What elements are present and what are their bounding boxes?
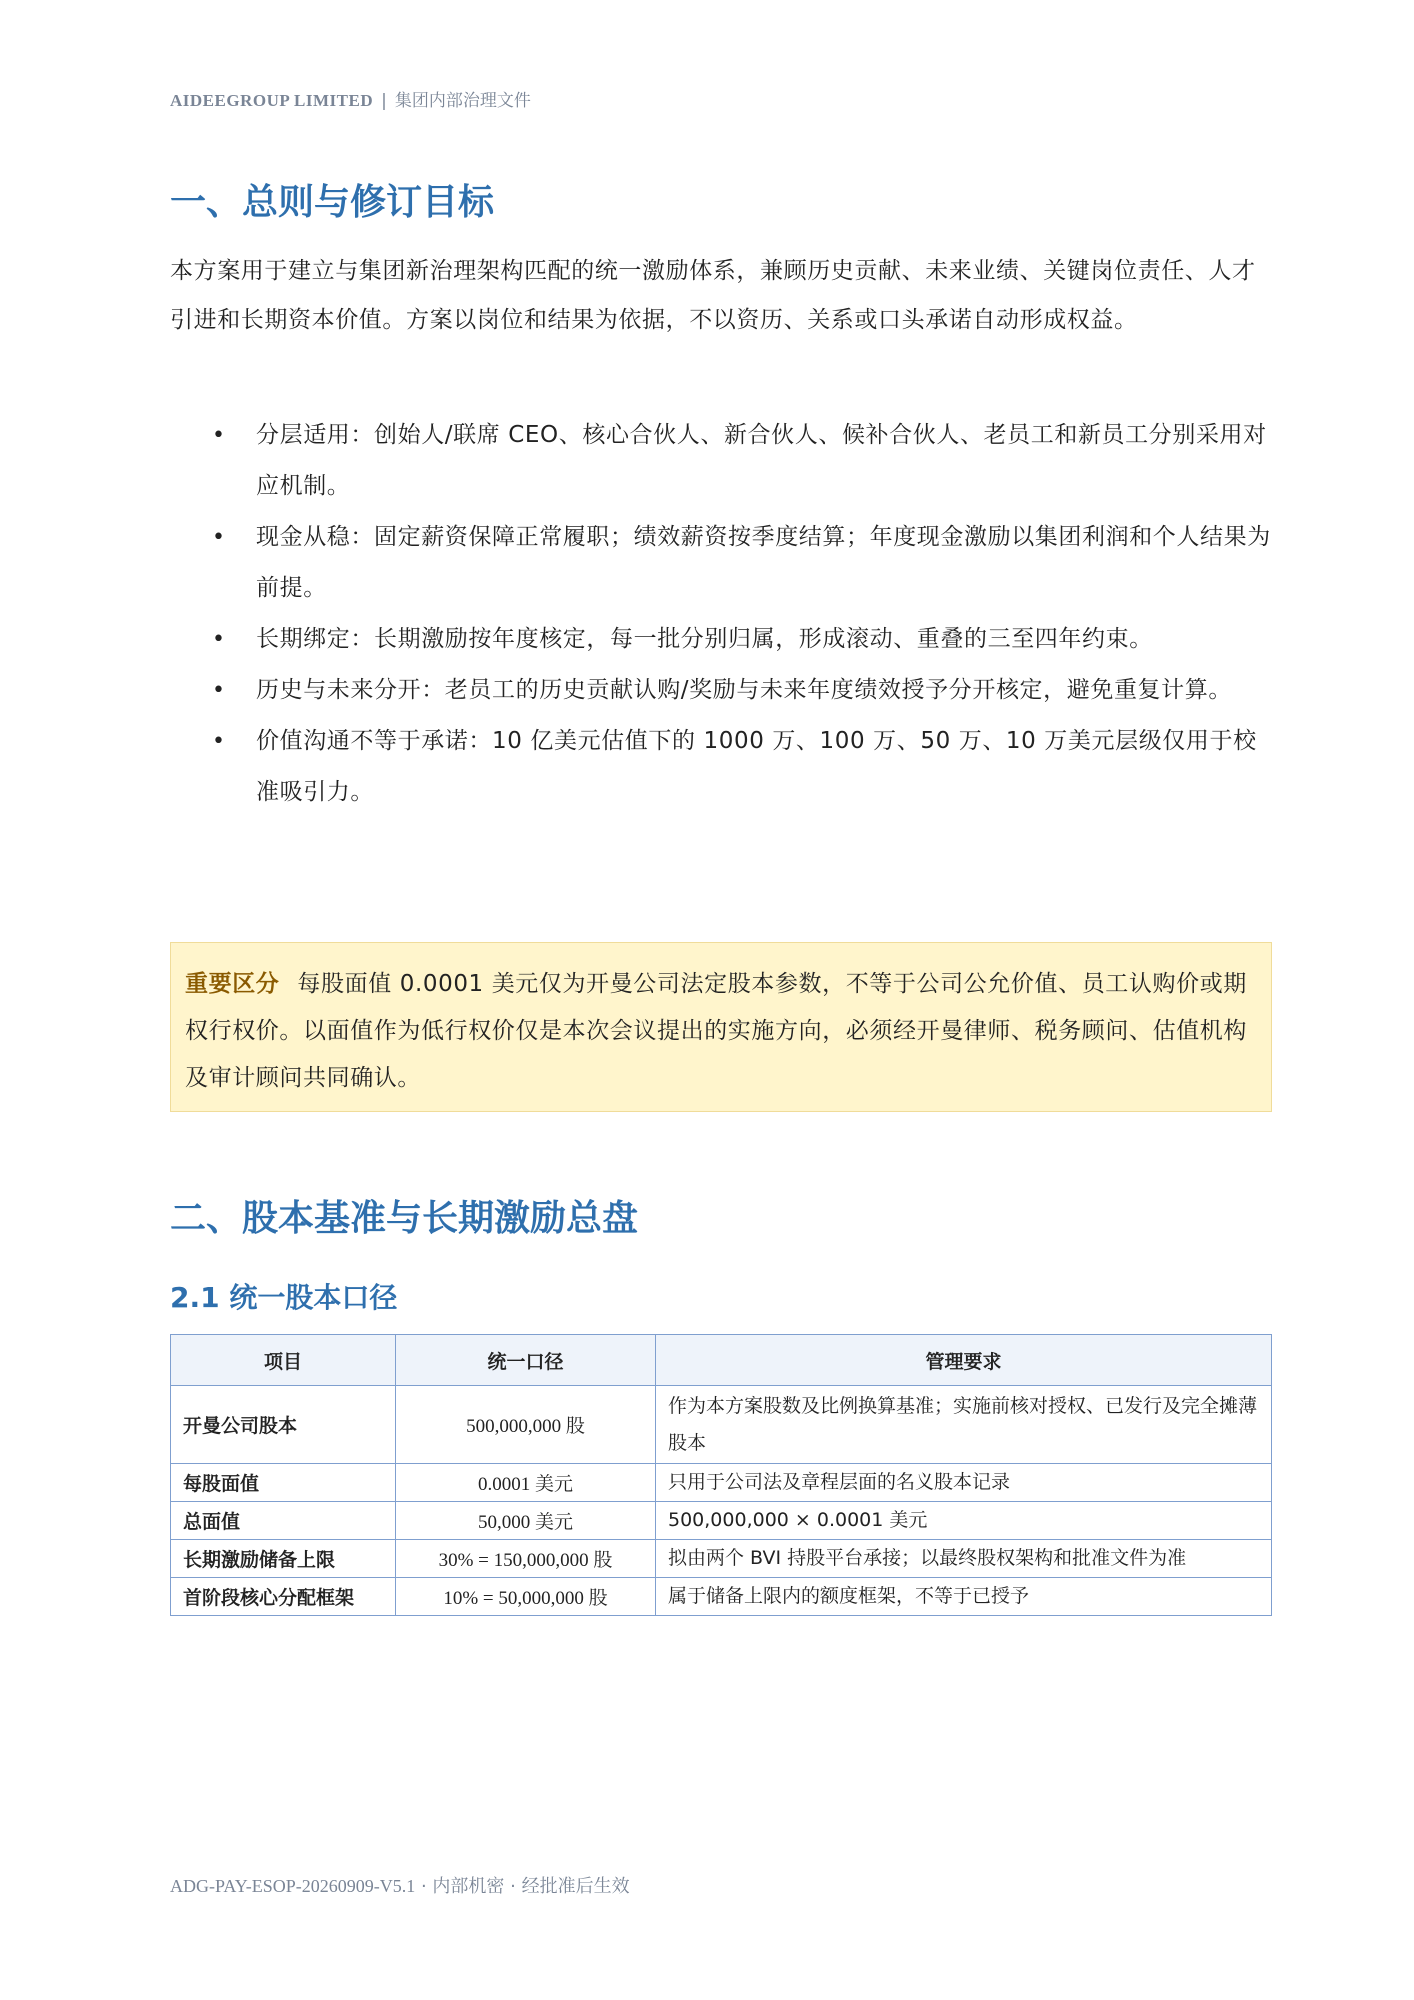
subsection-2-1-title: 2.1 统一股本口径: [170, 1281, 398, 1314]
column-header-item: 项目: [171, 1335, 396, 1386]
bullet-icon: •: [212, 627, 226, 652]
cell-standard: 10% = 50,000,000 股: [396, 1578, 656, 1616]
bullet-icon: •: [212, 525, 226, 550]
cell-requirement: 拟由两个 BVI 持股平台承接；以最终股权架构和批准文件为准: [656, 1540, 1272, 1578]
cell-standard: 0.0001 美元: [396, 1464, 656, 1502]
list-item: [210, 665, 1280, 716]
list-item-text: 分层适用：创始人/联席 CEO、核心合伙人、新合伙人、候补合伙人、老员工和新员工分别采用对应机制。: [256, 422, 1267, 499]
bullet-icon: •: [212, 729, 226, 754]
footer-dot: ·: [510, 1876, 516, 1897]
table-header-row: [171, 1335, 1272, 1386]
table-row: [171, 1540, 1272, 1578]
principles-list: [210, 410, 1280, 818]
table-row: [171, 1578, 1272, 1616]
list-item: [210, 512, 1280, 614]
cell-item: 长期激励储备上限: [171, 1540, 396, 1578]
status-label: 经批准后生效: [521, 1876, 630, 1897]
cell-requirement: 作为本方案股数及比例换算基准；实施前核对授权、已发行及完全摊薄股本: [656, 1386, 1272, 1464]
cell-requirement: 只用于公司法及章程层面的名义股本记录: [656, 1464, 1272, 1502]
section-2-title: 二、股本基准与长期激励总盘: [170, 1198, 639, 1239]
header-separator: |: [381, 91, 387, 111]
cell-standard: 500,000,000 股: [396, 1386, 656, 1464]
table-row: [171, 1386, 1272, 1464]
cell-item: 首阶段核心分配框架: [171, 1578, 396, 1616]
list-item: [210, 410, 1280, 512]
list-item-text: 价值沟通不等于承诺：10 亿美元估值下的 1000 万、100 万、50 万、10 万美元层级仅用于校准吸引力。: [256, 728, 1257, 805]
cell-requirement: 500,000,000 × 0.0001 美元: [656, 1502, 1272, 1540]
document-type: 集团内部治理文件: [394, 91, 531, 111]
column-header-requirement: 管理要求: [656, 1335, 1272, 1386]
share-capital-table: [170, 1334, 1272, 1616]
section-1-title: 一、总则与修订目标: [170, 182, 495, 223]
footer-dot: ·: [420, 1876, 427, 1897]
table-row: [171, 1502, 1272, 1540]
page-footer: [170, 1872, 630, 1898]
cell-requirement: 属于储备上限内的额度框架，不等于已授予: [656, 1578, 1272, 1616]
company-name: AIDEEGROUP LIMITED: [170, 91, 374, 110]
cell-standard: 30% = 150,000,000 股: [396, 1540, 656, 1578]
table-row: [171, 1464, 1272, 1502]
cell-item: 每股面值: [171, 1464, 396, 1502]
cell-item: 开曼公司股本: [171, 1386, 396, 1464]
note-text: 每股面值 0.0001 美元仅为开曼公司法定股本参数，不等于公司公允价值、员工认购价或期权行权价。以面值作为低行权价仅是本次会议提出的实施方向，必须经开曼律师、税务顾问、估值机构及审计顾问共同确认。: [185, 971, 1247, 1091]
list-item-text: 历史与未来分开：老员工的历史贡献认购/奖励与未来年度绩效授予分开核定，避免重复计算。: [256, 677, 1232, 703]
note-label: 重要区分: [185, 971, 280, 997]
list-item-text: 现金从稳：固定薪资保障正常履职；绩效薪资按季度结算；年度现金激励以集团利润和个人结果为前提。: [256, 524, 1271, 601]
column-header-standard: 统一口径: [396, 1335, 656, 1386]
list-item: [210, 716, 1280, 818]
cell-standard: 50,000 美元: [396, 1502, 656, 1540]
classification-label: 内部机密: [432, 1876, 505, 1897]
important-note-box: [170, 942, 1272, 1112]
cell-item: 总面值: [171, 1502, 396, 1540]
section-1-intro: 本方案用于建立与集团新治理架构匹配的统一激励体系，兼顾历史贡献、未来业绩、关键岗位责任、人才引进和长期资本价值。方案以岗位和结果为依据，不以资历、关系或口头承诺自动形成权益。: [170, 258, 1256, 333]
bullet-icon: •: [212, 678, 226, 703]
list-item-text: 长期绑定：长期激励按年度核定，每一批分别归属，形成滚动、重叠的三至四年约束。: [256, 626, 1153, 652]
document-code: ADG-PAY-ESOP-20260909-V5.1: [170, 1876, 416, 1896]
list-item: [210, 614, 1280, 665]
bullet-icon: •: [212, 423, 226, 448]
page-header: [170, 86, 531, 111]
